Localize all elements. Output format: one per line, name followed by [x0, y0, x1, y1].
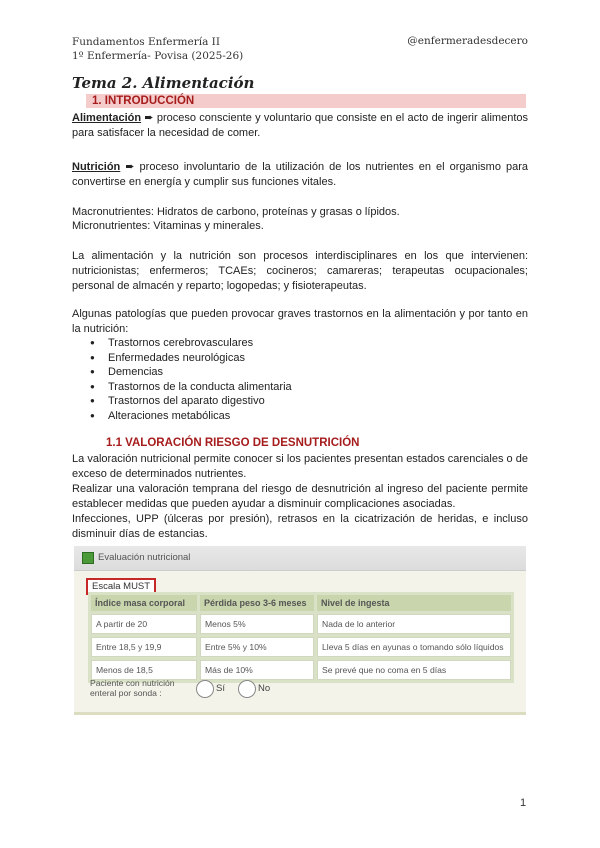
- definition-nutricion: proceso involuntario de la utilización de los nutrientes en el organismo para convertirse en energía y cumplir sus funciones vitales.: [72, 161, 528, 188]
- table-header-row: [91, 595, 511, 611]
- definition-alimentacion: proceso consciente y voluntario que consiste en el acto de ingerir alimentos para satisfacer la necesidad de comer.: [72, 112, 528, 139]
- arrow-icon: ➨: [125, 160, 135, 173]
- table-cell: Más de 10%: [200, 660, 314, 680]
- paragraph-interdisciplinary: La alimentación y la nutrición son procesos interdisciplinares en los que intervienen: nutricionistas; enfermeros; TCAEs; cocineros; camareras; terapeutas ocupacionales; personal de almacén y reparto; logopedas; y fisioterapeutas.: [72, 250, 528, 292]
- table-cell: Menos 5%: [200, 614, 314, 634]
- paragraph-pathologies-intro: Algunas patologías que pueden provocar graves trastornos en la alimentación y por tanto en la nutrición:: [72, 308, 528, 335]
- must-scale-table: [88, 592, 514, 683]
- table-row: [91, 614, 511, 634]
- panel-icon: [82, 552, 94, 564]
- paragraph-valoracion-1: La valoración nutricional permite conocer si los pacientes presentan estados carenciales o de exceso de determinados nutrientes.: [72, 453, 528, 480]
- enteral-feeding-label-line2: enteral por sonda :: [90, 688, 162, 698]
- list-item: ● Demencias: [72, 365, 292, 380]
- author-handle: @enfermeradesdecero: [407, 35, 528, 47]
- radio-no-label: No: [258, 683, 271, 694]
- paragraph-valoracion-3: Infecciones, UPP (úlceras por presión), retrasos en la cicatrización de heridas, e incluso disminuir días de estancias.: [72, 513, 528, 540]
- table-row: [91, 660, 511, 680]
- pathologies-list: [72, 336, 292, 424]
- enteral-feeding-label: [90, 678, 175, 698]
- arrow-icon: ➨: [144, 111, 154, 124]
- table-cell: Se prevé que no coma en 5 días: [317, 660, 511, 680]
- header-left: [72, 35, 243, 63]
- nutritional-assessment-figure: [74, 546, 526, 715]
- page-title: Tema 2. Alimentación: [72, 74, 255, 92]
- course-name: Fundamentos Enfermería II: [72, 36, 220, 48]
- subsection-heading-valoracion: 1.1 VALORACIÓN RIESGO DE DESNUTRICIÓN: [106, 437, 360, 449]
- paragraph-valoracion-2: Realizar una valoración temprana del riesgo de desnutrición al ingreso del paciente permite establecer medidas que pueden ayudar a disminuir complicaciones asociadas.: [72, 483, 528, 510]
- list-item: ● Trastornos del aparato digestivo: [72, 394, 292, 409]
- micronutrients-line: Micronutrientes: Vitaminas y minerales.: [72, 220, 264, 232]
- paragraph-alimentacion: [72, 110, 528, 141]
- term-alimentacion: Alimentación: [72, 112, 142, 124]
- radio-no[interactable]: [238, 680, 256, 698]
- macronutrients-line: Macronutrientes: Hidratos de carbono, proteínas y grasas o lípidos.: [72, 206, 400, 218]
- panel-title: Evaluación nutricional: [98, 552, 191, 563]
- figure-panel-header: [74, 546, 526, 571]
- list-item: ● Trastornos cerebrovasculares: [72, 336, 292, 351]
- table-cell: Entre 5% y 10%: [200, 637, 314, 657]
- table-cell: Menos de 18,5: [91, 660, 197, 680]
- table-cell: Entre 18,5 y 19,9: [91, 637, 197, 657]
- table-cell: A partir de 20: [91, 614, 197, 634]
- column-header: Índice masa corporal: [91, 595, 197, 611]
- radio-yes-label: Sí: [216, 683, 225, 694]
- table-cell: Lleva 5 días en ayunas o tomando sólo líquidos: [317, 637, 511, 657]
- radio-yes[interactable]: [196, 680, 214, 698]
- list-item: ● Enfermedades neurológicas: [72, 351, 292, 366]
- column-header: Nivel de ingesta: [317, 595, 511, 611]
- page-number: 1: [520, 797, 527, 809]
- column-header: Pérdida peso 3-6 meses: [200, 595, 314, 611]
- section-heading-introduccion: 1. INTRODUCCIÓN: [92, 95, 195, 107]
- list-item: ● Alteraciones metabólicas: [72, 409, 292, 424]
- table-cell: Nada de lo anterior: [317, 614, 511, 634]
- enteral-feeding-label-line1: Paciente con nutrición: [90, 678, 175, 688]
- paragraph-nutricion: [72, 159, 528, 190]
- list-item: ● Trastornos de la conducta alimentaria: [72, 380, 292, 395]
- course-group: 1º Enfermería- Povisa (2025-26): [72, 50, 244, 62]
- term-nutricion: Nutrición: [72, 161, 121, 173]
- table-row: [91, 637, 511, 657]
- must-scale-label: Escala MUST: [86, 578, 156, 595]
